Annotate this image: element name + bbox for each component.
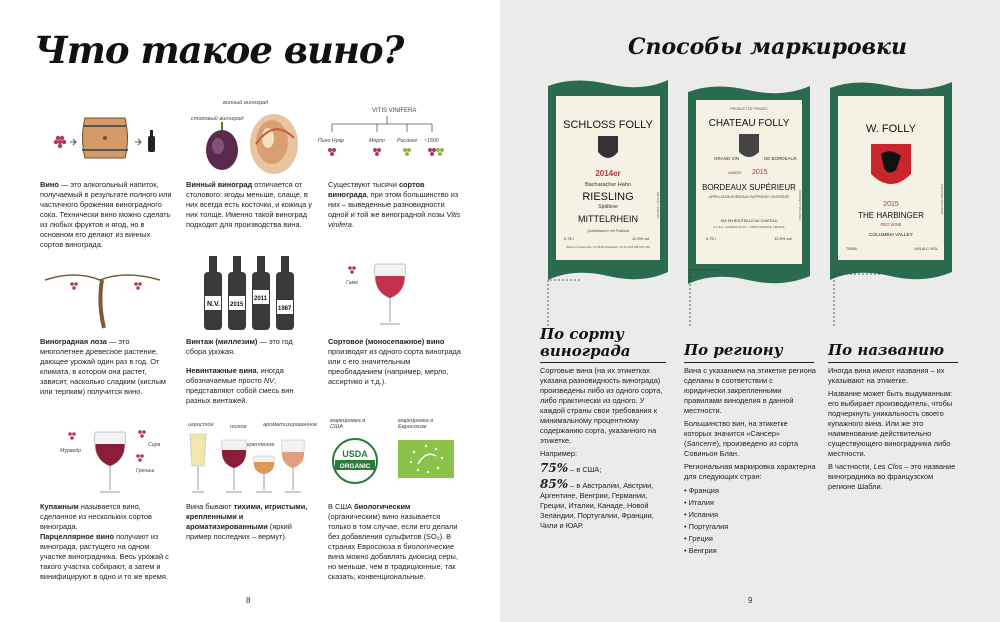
svg-text:Weingut Schloss Folly • D–5542: Weingut Schloss Folly • D–55422 Bacharach • AP Nr 2014 458 345 7103 [566,246,650,249]
svg-text:ENTHÄLT SULFITE: ENTHÄLT SULFITE [656,192,660,219]
svg-text:CONTIENT SULFITES: CONTIENT SULFITES [798,190,802,221]
heading-by-region: По региону [684,341,783,359]
by-region-text: Вина с указанием на этикетке региона сделаны в соответствии с юридически закрепленными правилами виноделия в данной местности. Большинство вин, на этикетке которых значится «Сансер» (Sancerre), произведено из сорта Совиньон Блан. Региональная маркировка характерна для следующих стран: • Франция • Италия • Испания • Португалия • Греция • Венгрия [684,366,816,557]
table-grape-caption: столовый виноград [191,116,244,122]
svg-text:750ML: 750ML [846,247,858,251]
bottle-nv [204,256,222,330]
svg-text:CONTAINS SULFITES: CONTAINS SULFITES [940,184,944,215]
vine-definition: Виноградная лоза — это многолетнее древесное растение, дающее урожай один раз в год. От климата, в котором она растет, зависит, насколько сладким (кислым или терпким) получится вино. [40,337,166,396]
svg-text:ANNÉE: ANNÉE [728,170,742,175]
svg-text:14% ALC./VOL.: 14% ALC./VOL. [914,247,940,251]
svg-text:ORGANIC: ORGANIC [339,463,371,470]
svg-text:APPELLATION BORDEAUX SUPÉRIEUR: APPELLATION BORDEAUX SUPÉRIEUR CONTRÔLÉE [708,195,790,199]
svg-text:Spätlese: Spätlese [598,204,618,210]
nonvintage-definition: Невинтажные вина, иногда обозначаемые просто NV, представляют собой смесь вин разных винтажей. [186,366,294,405]
svg-text:S.C.E.A. CHATEAU FOLLY • 33500: S.C.E.A. CHATEAU FOLLY • 33500 GIRONDE, FRANCE [713,225,785,229]
svg-text:13,5% vol: 13,5% vol [774,236,792,241]
vine-illustration [40,258,170,330]
page-number-right: 9 [748,596,753,605]
svg-text:MITTELRHEIN: MITTELRHEIN [577,214,639,224]
gamay-label: Гаме [346,280,358,286]
varietal-glass-illustration [340,258,450,330]
list-item: • Венгрия [684,545,816,557]
svg-text:0,75 l: 0,75 l [564,236,574,241]
page-number-left: 8 [246,596,251,605]
eu-mark-caption: маркировка в Евросоюзе [398,418,434,430]
svg-text:Qualitätswein mit Prädikat: Qualitätswein mit Prädikat [587,229,629,233]
svg-text:2015: 2015 [883,201,899,208]
svg-text:GRAND VIN: GRAND VIN [714,156,740,161]
pinot-label: Пино Нуар [318,138,344,144]
svg-text:COLUMBIA VALLEY: COLUMBIA VALLEY [869,233,913,238]
aromatized-caption: ароматизированное [263,422,318,428]
svg-text:2014er: 2014er [595,169,621,178]
svg-text:PRODUCT OF FRANCE: PRODUCT OF FRANCE [730,107,768,111]
usda-organic-logo [330,436,380,486]
grape-comparison-illustration [196,108,306,176]
svg-text:0,75 l: 0,75 l [706,236,716,241]
divider [828,362,958,363]
eu-organic-leaf-logo [398,440,454,480]
bottle-1987 [276,256,294,330]
by-name-text: Иногда вина имеют названия – их указывают на этикетке. Название может быть выдуманным: его выбирает производитель, чтобы подчеркнуть уникальность своего купажного вина. Или же это наименование действительно существующего виноградника либо местности. В частности, Les Clos – это название виноградника во французском регионе Шабли. [828,366,956,491]
vintage-definition: Винтаж (миллезим) — это год сбора урожая. [186,337,293,356]
vitis-tree-illustration [312,104,462,168]
bottle-2015 [228,256,246,330]
list-item: • Франция [684,485,816,497]
sparkling-caption: игристое [188,422,214,428]
blend-glass-illustration [40,426,170,498]
bottle-2011 [252,256,270,330]
grape-definition: Винный виноград отличается от столового: ягоды меньше, слаще, в них всегда есть косточки, и кожица у них толще. Именно такой виноград подходит для производства вина. [186,180,312,229]
svg-text:W. FOLLY: W. FOLLY [866,123,916,135]
svg-text:MIS EN BOUTEILLE AU CHATEAU: MIS EN BOUTEILLE AU CHATEAU [720,219,778,223]
mourvedre-label: Мурведр [60,448,82,454]
list-item: • Греция [684,533,816,545]
country-list [684,485,816,557]
barrel-illustration [40,106,170,168]
dotted-connectors [540,240,940,330]
svg-text:2011: 2011 [254,296,268,302]
svg-text:11,5% vol: 11,5% vol [632,236,650,241]
fortified-caption: крепленое [247,442,275,448]
styles-definition: Вина бывают тихими, игристыми, крепленными и ароматизированными (яркий пример последних – вермут). [186,502,308,541]
svg-text:USDA: USDA [342,449,368,459]
svg-text:Bacharacher Hahn: Bacharacher Hahn [585,182,631,188]
heading-by-name: По названию [828,341,945,359]
parcel-definition: Парцеллярное вино получают из винограда, растущего на одном участке виноградника. Весь урожай с такого участка собирают, а затем и винифицируют в одно и то же время. [40,532,169,581]
grape-icon [54,136,66,148]
svg-text:2015: 2015 [752,169,768,176]
wine-definition: Вино — это алкогольный напиток, получаемый в результате полного или частичного брожения виноградного сока. Технически вино можно сделать из любых фруктов и ягод, но в основном его делают из винных сортов винограда. [40,180,172,249]
syrah-label: Сира [148,442,161,448]
merlot-label: Мерло [369,138,385,144]
wine-grape-caption: винный виноград [223,100,269,106]
vintage-bottles-illustration [198,254,306,334]
varietal-wine-definition: Сортовое (моносепажное) вино производят из одного сорта винограда или с его значительным преобладанием (например, мерло, ассиртико и т.д.). [328,337,461,386]
divider [540,362,666,363]
blend-definition: Купажным называется вино, сделанное из нескольких сортов винограда. [40,502,152,531]
wine-styles-illustration [186,430,311,498]
heading-by-grape: По сорту винограда [540,325,631,360]
grenache-label: Гренаш [136,468,155,474]
organic-definition: В США биологическим (органическим) вино называется только в том случае, если его делали без добавления сульфитов (SO₂). В странах Евросоюза в биологические вина можно добавлять диоксид серы, но меньше, чем в традиционные, так сказать, конвенциональные. [328,502,458,581]
vitis-label: VITIS VINIFERA [372,108,417,114]
svg-text:N.V.: N.V. [207,301,220,308]
count-label: ~1500 [424,138,439,144]
list-item: • Италия [684,497,816,509]
svg-text:CHATEAU FOLLY: CHATEAU FOLLY [708,118,790,129]
svg-text:1987: 1987 [278,306,292,312]
still-caption: тихое [230,424,247,430]
list-item: • Испания [684,509,816,521]
svg-text:RED WINE: RED WINE [880,222,902,227]
svg-text:THE HARBINGER: THE HARBINGER [858,211,924,220]
svg-text:RIESLING: RIESLING [582,191,634,203]
page-title: Что такое вино? [34,28,404,72]
by-grape-text: Сортовые вина (на их этикетках указана разновидность винограда) произведены либо из одного сорта, либо практически из одного. У каждой страны свои требования к минимальному процентному содержанию сорта, указанного на этикетке. Например: 75% – в США; 85% – в Австралии, Австрии, Аргентине, Венгрии, Германии, Греции, Италии, Канаде, Новой Зеландии, Португалии, Франции, Чили и ЮАР. [540,366,663,530]
divider [684,362,814,363]
svg-text:DE BORDEAUX: DE BORDEAUX [764,156,797,161]
usa-mark-caption: маркировка в США [330,418,366,430]
svg-text:SCHLOSS FOLLY: SCHLOSS FOLLY [563,119,653,131]
varieties-definition: Существуют тысячи сортов винограда, при этом большинство из них – выведенные разновидности одной и той же виноградной лозы Vitis vinifera. [328,180,461,229]
list-item: • Португалия [684,521,816,533]
svg-text:BORDEAUX SUPÉRIEUR: BORDEAUX SUPÉRIEUR [702,183,796,192]
svg-text:2015: 2015 [230,302,244,308]
riesling-label: Рислинг [397,138,418,144]
page-title-right: Способы маркировки [628,34,908,60]
